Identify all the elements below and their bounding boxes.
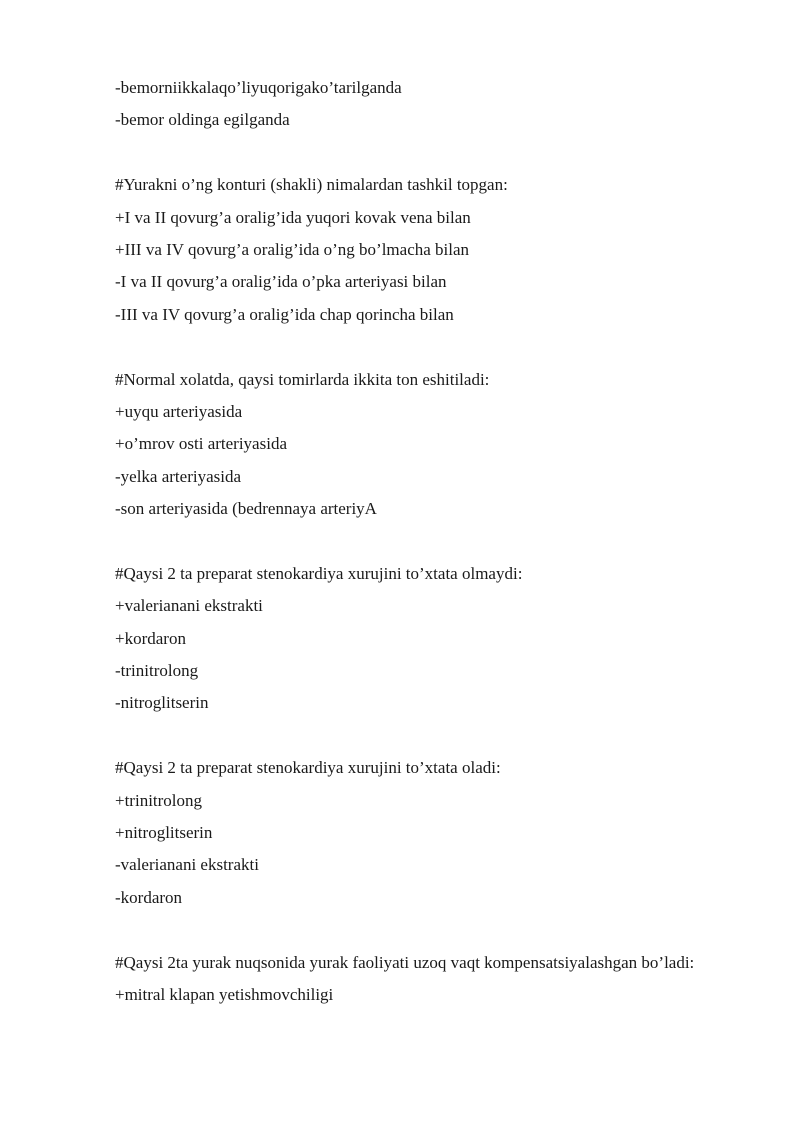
paragraph-gap xyxy=(115,137,715,169)
answer-option: -trinitrolong xyxy=(115,661,199,681)
answer-option: +III va IV qovurg’a oralig’ida o’ng bo’lmacha bilan xyxy=(115,239,470,259)
answer-option: -kordaron xyxy=(115,887,183,907)
paragraph-gap xyxy=(115,720,715,752)
answer-option: +trinitrolong xyxy=(115,790,203,810)
answer-option: -valerianani ekstrakti xyxy=(115,855,259,875)
answer-option: -bemorniikkalaqo’liyuqorigako’tarilganda xyxy=(115,78,402,97)
answer-option: -III va IV qovurg’a oralig’ida chap qorincha bilan xyxy=(115,304,454,324)
answer-option: +nitroglitserin xyxy=(115,822,213,842)
paragraph-gap xyxy=(115,331,715,363)
answer-option: +I va II qovurg’a oralig’ida yuqori kovak vena bilan xyxy=(115,207,471,227)
answer-option: -nitroglitserin xyxy=(115,693,209,713)
question-text: #Normal xolatda, qaysi tomirlarda ikkita ton eshitiladi: xyxy=(115,369,490,389)
paragraph-gap xyxy=(115,914,715,946)
answer-option: -bemor oldinga egilganda xyxy=(115,110,290,130)
question-text: #Qaysi 2 ta preparat stenokardiya xurujini to’xtata olmaydi: xyxy=(115,563,523,583)
answer-option: +kordaron xyxy=(115,628,186,648)
document-body xyxy=(115,72,715,1011)
answer-option: -yelka arteriyasida xyxy=(115,466,242,486)
question-text: #Qaysi 2ta yurak nuqsonida yurak faoliyati uzoq vaqt kompensatsiyalashgan bo’ladi: xyxy=(115,952,695,972)
answer-option: -son arteriyasida (bedrennaya arteriyA xyxy=(115,499,377,519)
paragraph-gap xyxy=(115,525,715,557)
question-text: #Yurakni o’ng konturi (shakli) nimalardan tashkil topgan: xyxy=(115,175,508,195)
answer-option: +o’mrov osti arteriyasida xyxy=(115,434,287,454)
answer-option: +mitral klapan yetishmovchiligi xyxy=(115,984,334,1004)
answer-option: +valerianani ekstrakti xyxy=(115,596,263,616)
answer-option: -I va II qovurg’a oralig’ida o’pka arteriyasi bilan xyxy=(115,272,447,292)
question-text: #Qaysi 2 ta preparat stenokardiya xurujini to’xtata oladi: xyxy=(115,758,501,778)
answer-option: +uyqu arteriyasida xyxy=(115,401,243,421)
